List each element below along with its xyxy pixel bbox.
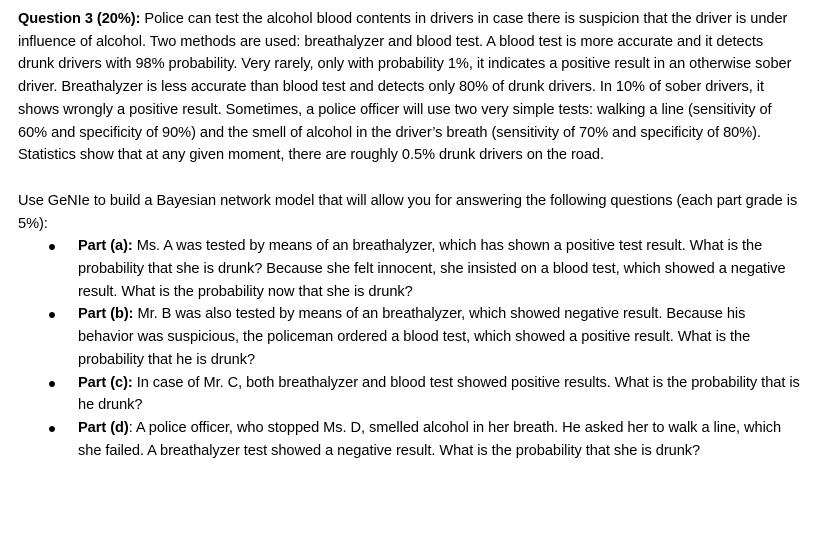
list-item-part-b bbox=[18, 303, 802, 371]
list-item-part-a bbox=[18, 235, 802, 303]
part-text: Mr. B was also tested by means of an breathalyzer, which showed negative result. Because his behavior was suspicious, the policeman ordered a blood test, which showed a positive result. What is the probability that he is drunk? bbox=[78, 306, 751, 368]
part-text: Ms. A was tested by means of an breathalyzer, which has shown a positive test result. What is the probability that she is drunk? Because she felt innocent, she insisted on a blood test, which showed a negative result. What is the probability now that she is drunk? bbox=[78, 238, 786, 300]
bullet-icon bbox=[49, 244, 55, 250]
list-item-part-c bbox=[18, 372, 802, 417]
part-text: In case of Mr. C, both breathalyzer and blood test showed positive results. What is the probability that is he drunk? bbox=[78, 374, 800, 414]
bullet-icon bbox=[49, 426, 55, 432]
question-paragraph bbox=[18, 8, 802, 167]
question-heading: Question 3 (20%): bbox=[18, 11, 141, 27]
part-label: Part (c): bbox=[78, 374, 133, 391]
part-label: Part (b): bbox=[78, 306, 134, 323]
paragraph-spacer bbox=[18, 167, 802, 190]
bullet-icon bbox=[49, 381, 55, 387]
part-text: : A police officer, who stopped Ms. D, smelled alcohol in her breath. He asked her to walk a line, which she failed. A breathalyzer test showed a negative result. What is the probability that she is drunk? bbox=[78, 419, 782, 459]
list-item-part-d bbox=[18, 417, 802, 462]
bullet-icon bbox=[49, 312, 55, 318]
question-body: Police can test the alcohol blood contents in drivers in case there is suspicion that the driver is under influence of alcohol. Two methods are used: breathalyzer and blood test. A blood test is more accurate and it detects drunk drivers with 98% probability. Very rarely, only with probability 1%, it indicates a positive result in an otherwise sober driver. Breathalyzer is less accurate than blood test and detects only 80% of drunk drivers. In 10% of sober drivers, it shows wrongly a positive result. Sometimes, a police officer will use two very simple tests: walking a line (sensitivity of 60% and specificity of 90%) and the smell of alcohol in the driver’s breath (sensitivity of 70% and specificity of 80%). Statistics show that at any given moment, there are roughly 0.5% drunk drivers on the road. bbox=[18, 11, 792, 164]
part-label: Part (d) bbox=[78, 419, 129, 436]
instructions-paragraph: Use GeNIe to build a Bayesian network model that will allow you for answering the following questions (each part grade is 5%): bbox=[18, 192, 798, 232]
parts-list bbox=[18, 235, 802, 462]
document bbox=[18, 8, 802, 462]
part-label: Part (a): bbox=[78, 238, 133, 255]
